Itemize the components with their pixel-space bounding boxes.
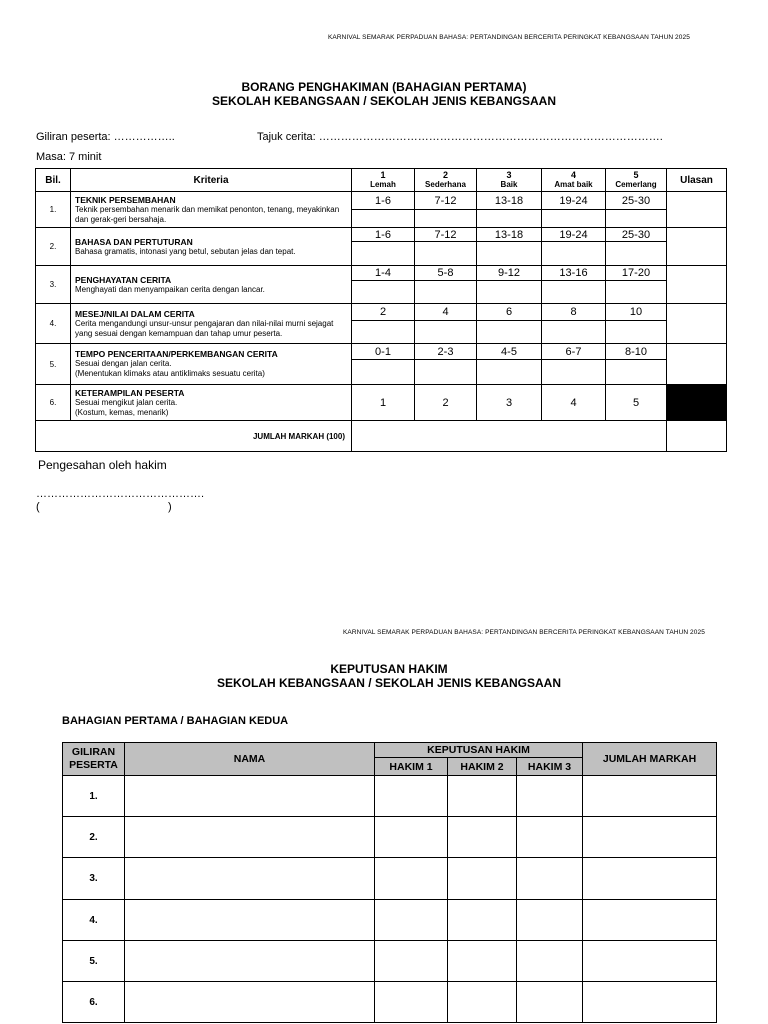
score-entry-cell[interactable]	[415, 360, 477, 385]
score-range: 9-12	[477, 266, 542, 281]
criteria-row	[36, 304, 727, 321]
result-hakim2-cell[interactable]	[448, 900, 517, 941]
score-entry-cell[interactable]	[352, 360, 415, 385]
score-range: 25-30	[606, 228, 667, 242]
result-nama-cell[interactable]	[125, 900, 375, 941]
results-header-row-1	[63, 743, 717, 758]
score-range: 0-1	[352, 344, 415, 360]
criteria-bil: 5.	[36, 344, 71, 385]
col-hakim-3: HAKIM 3	[517, 758, 583, 776]
score-entry-cell[interactable]	[606, 281, 667, 304]
criteria-name: PENGHAYATAN CERITA	[75, 274, 172, 285]
criteria-row	[36, 228, 727, 242]
col-kriteria: Kriteria	[71, 169, 352, 192]
level-num: 1	[380, 169, 386, 180]
level-num: 2	[442, 169, 448, 180]
result-hakim3-cell[interactable]	[517, 900, 583, 941]
result-row	[63, 776, 717, 817]
score-range: 8-10	[606, 344, 667, 360]
judge-name-close-paren: )	[168, 501, 172, 513]
score-entry-cell[interactable]	[477, 210, 542, 228]
result-number: 6.	[63, 982, 125, 1023]
result-nama-cell[interactable]	[125, 817, 375, 858]
result-hakim2-cell[interactable]	[448, 776, 517, 817]
col-jumlah-markah: JUMLAH MARKAH	[583, 743, 717, 776]
score-range: 7-12	[415, 192, 477, 210]
result-jumlah-cell[interactable]	[583, 817, 717, 858]
score-range: 19-24	[542, 192, 606, 210]
col-level-1	[352, 169, 415, 192]
criteria-bil: 4.	[36, 304, 71, 344]
score-entry-cell[interactable]	[477, 242, 542, 266]
judging-table	[35, 168, 727, 452]
criteria-cell	[71, 192, 352, 228]
score-range: 1-6	[352, 192, 415, 210]
criteria-desc: Menghayati dan menyampaikan cerita dengan lancar.	[75, 284, 265, 294]
score-range: 13-16	[542, 266, 606, 281]
results-table	[62, 742, 717, 1023]
criteria-name: TEMPO PENCERITAAN/PERKEMBANGAN CERITA	[75, 349, 278, 359]
page2-title-line2: SEKOLAH KEBANGSAAN / SEKOLAH JENIS KEBANGSAAN	[216, 676, 562, 690]
result-jumlah-cell[interactable]	[583, 858, 717, 900]
criteria-desc-note: (Kostum, kemas, menarik)	[75, 407, 169, 417]
col-nama: NAMA	[125, 743, 375, 776]
result-hakim1-cell[interactable]	[375, 941, 448, 982]
result-hakim3-cell[interactable]	[517, 982, 583, 1023]
score-entry-cell[interactable]	[415, 210, 477, 228]
score-range: 5-8	[415, 266, 477, 281]
score-entry-cell[interactable]	[477, 360, 542, 385]
criteria-name: MESEJ/NILAI DALAM CERITA	[75, 308, 195, 319]
score-range: 10	[606, 304, 667, 321]
result-hakim1-cell[interactable]	[375, 776, 448, 817]
result-hakim2-cell[interactable]	[448, 941, 517, 982]
total-row	[36, 421, 727, 452]
col-bil: Bil.	[36, 169, 71, 192]
score-range: 2-3	[415, 344, 477, 360]
score-entry-cell[interactable]	[542, 360, 606, 385]
score-range: 4-5	[477, 344, 542, 360]
criteria-name: BAHASA DAN PERTUTURAN	[75, 236, 193, 247]
form-title-line2: SEKOLAH KEBANGSAAN / SEKOLAH JENIS KEBANGSAAN	[211, 94, 557, 108]
score-entry-cell[interactable]	[542, 210, 606, 228]
result-hakim2-cell[interactable]	[448, 982, 517, 1023]
score-range: 4	[415, 304, 477, 321]
result-number: 5.	[63, 941, 125, 982]
masa-label: Masa: 7 minit	[36, 151, 102, 163]
result-nama-cell[interactable]	[125, 941, 375, 982]
pengesahan-label: Pengesahan oleh hakim	[38, 458, 167, 472]
score-range: 5	[606, 385, 667, 421]
page2-subtitle: BAHAGIAN PERTAMA / BAHAGIAN KEDUA	[62, 715, 289, 727]
score-range: 1	[352, 385, 415, 421]
form-title	[0, 80, 768, 108]
score-range: 3	[477, 385, 542, 421]
score-range: 1-4	[352, 266, 415, 281]
total-value-cell[interactable]	[352, 421, 667, 452]
tajuk-field[interactable]: Tajuk cerita: ………………………………………………………………………………….	[257, 131, 663, 143]
score-entry-cell[interactable]	[477, 281, 542, 304]
level-num: 5	[633, 169, 639, 180]
score-entry-cell[interactable]	[606, 360, 667, 385]
col-giliran: GILIRAN PESERTA	[63, 743, 125, 776]
score-entry-cell[interactable]	[542, 242, 606, 266]
criteria-row	[36, 344, 727, 360]
criteria-cell	[71, 266, 352, 304]
col-level-3	[477, 169, 542, 192]
level-num: 4	[570, 169, 576, 180]
score-entry-cell[interactable]	[542, 281, 606, 304]
level-name: Cemerlang	[615, 179, 657, 189]
score-entry-cell[interactable]	[542, 321, 606, 344]
level-name: Lemah	[370, 179, 396, 189]
ulasan-cell	[667, 385, 727, 421]
criteria-bil: 6.	[36, 385, 71, 421]
result-nama-cell[interactable]	[125, 776, 375, 817]
criteria-name: KETERAMPILAN PESERTA	[75, 387, 185, 398]
score-range: 2	[352, 304, 415, 321]
criteria-row	[36, 192, 727, 210]
ulasan-cell[interactable]	[667, 344, 727, 385]
score-entry-cell[interactable]	[606, 321, 667, 344]
result-hakim3-cell[interactable]	[517, 941, 583, 982]
score-range: 6	[477, 304, 542, 321]
ulasan-cell[interactable]	[667, 228, 727, 266]
score-range: 4	[542, 385, 606, 421]
result-hakim1-cell[interactable]	[375, 982, 448, 1023]
result-hakim3-cell[interactable]	[517, 858, 583, 900]
result-jumlah-cell[interactable]	[583, 982, 717, 1023]
criteria-desc-note: (Menentukan klimaks atau antiklimaks sesuatu cerita)	[75, 369, 265, 378]
score-entry-cell[interactable]	[415, 321, 477, 344]
col-keputusan-hakim: KEPUTUSAN HAKIM	[375, 743, 583, 758]
score-range: 1-6	[352, 228, 415, 242]
criteria-bil: 3.	[36, 266, 71, 304]
score-range: 8	[542, 304, 606, 321]
criteria-desc: Sesuai mengikut jalan cerita.	[75, 397, 178, 407]
score-entry-cell[interactable]	[477, 321, 542, 344]
result-row	[63, 941, 717, 982]
result-hakim2-cell[interactable]	[448, 858, 517, 900]
criteria-row	[36, 266, 727, 281]
total-label: JUMLAH MARKAH (100)	[36, 421, 352, 452]
result-hakim1-cell[interactable]	[375, 900, 448, 941]
score-entry-cell[interactable]	[415, 242, 477, 266]
result-hakim3-cell[interactable]	[517, 817, 583, 858]
result-row	[63, 817, 717, 858]
col-hakim-2: HAKIM 2	[448, 758, 517, 776]
result-row	[63, 982, 717, 1023]
score-entry-cell[interactable]	[606, 242, 667, 266]
judging-table-header	[36, 169, 727, 192]
ulasan-cell[interactable]	[667, 192, 727, 228]
result-jumlah-cell[interactable]	[583, 776, 717, 817]
col-level-2	[415, 169, 477, 192]
result-hakim3-cell[interactable]	[517, 776, 583, 817]
score-entry-cell[interactable]	[352, 281, 415, 304]
page2-title-line1: KEPUTUSAN HAKIM	[330, 662, 448, 676]
judge-name-open-paren: (	[36, 501, 40, 513]
ulasan-cell[interactable]	[667, 266, 727, 304]
page2-title	[0, 662, 768, 690]
col-level-4	[542, 169, 606, 192]
score-entry-cell[interactable]	[352, 242, 415, 266]
criteria-name: TEKNIK PERSEMBAHAN	[75, 194, 176, 205]
result-row	[63, 900, 717, 941]
criteria-desc: Sesuai dengan jalan cerita.	[75, 359, 172, 368]
level-name: Amat baik	[554, 179, 593, 189]
score-entry-cell[interactable]	[415, 281, 477, 304]
col-hakim-1: HAKIM 1	[375, 758, 448, 776]
result-row	[63, 858, 717, 900]
criteria-cell	[71, 304, 352, 344]
result-number: 2.	[63, 817, 125, 858]
ulasan-cell[interactable]	[667, 304, 727, 344]
criteria-desc: Cerita mengandungi unsur-unsur pengajaran dan nilai-nilai murni sejagat yang sesuai dengan kemampuan dan tahap umur peserta.	[75, 318, 334, 338]
page-header: KARNIVAL SEMARAK PERPADUAN BAHASA: PERTANDINGAN BERCERITA PERINGKAT KEBANGSAAN TAHUN 2025	[328, 34, 690, 41]
criteria-desc: Teknik persembahan menarik dan memikat penonton, tenang, meyakinkan dan gerak-geri bersahaja.	[75, 204, 340, 224]
criteria-bil: 2.	[36, 228, 71, 266]
criteria-desc: Bahasa gramatis, intonasi yang betul, sebutan jelas dan tepat.	[75, 246, 296, 256]
result-number: 3.	[63, 858, 125, 900]
result-jumlah-cell[interactable]	[583, 900, 717, 941]
score-entry-cell[interactable]	[352, 321, 415, 344]
result-number: 4.	[63, 900, 125, 941]
col-ulasan: Ulasan	[667, 169, 727, 192]
score-range: 17-20	[606, 266, 667, 281]
criteria-cell	[71, 344, 352, 385]
signature-line[interactable]: ……………………………………….	[36, 488, 205, 500]
score-range: 13-18	[477, 192, 542, 210]
result-number: 1.	[63, 776, 125, 817]
score-entry-cell[interactable]	[606, 210, 667, 228]
level-num: 3	[506, 169, 512, 180]
result-hakim1-cell[interactable]	[375, 858, 448, 900]
score-range: 25-30	[606, 192, 667, 210]
result-nama-cell[interactable]	[125, 982, 375, 1023]
col-level-5	[606, 169, 667, 192]
total-ulasan-cell[interactable]	[667, 421, 727, 452]
result-jumlah-cell[interactable]	[583, 941, 717, 982]
score-range: 6-7	[542, 344, 606, 360]
result-hakim1-cell[interactable]	[375, 817, 448, 858]
criteria-row	[36, 385, 727, 421]
form-title-line1: BORANG PENGHAKIMAN (BAHAGIAN PERTAMA)	[241, 80, 527, 94]
score-entry-cell[interactable]	[352, 210, 415, 228]
score-range: 2	[415, 385, 477, 421]
criteria-cell	[71, 385, 352, 421]
criteria-cell	[71, 228, 352, 266]
result-hakim2-cell[interactable]	[448, 817, 517, 858]
criteria-bil: 1.	[36, 192, 71, 228]
level-name: Sederhana	[425, 179, 466, 189]
giliran-field[interactable]: Giliran peserta: ……………..	[36, 131, 175, 143]
score-range: 19-24	[542, 228, 606, 242]
score-range: 7-12	[415, 228, 477, 242]
score-range: 13-18	[477, 228, 542, 242]
page2-header: KARNIVAL SEMARAK PERPADUAN BAHASA: PERTANDINGAN BERCERITA PERINGKAT KEBANGSAAN TAHUN 2025	[343, 629, 705, 636]
result-nama-cell[interactable]	[125, 858, 375, 900]
level-name: Baik	[500, 179, 518, 189]
